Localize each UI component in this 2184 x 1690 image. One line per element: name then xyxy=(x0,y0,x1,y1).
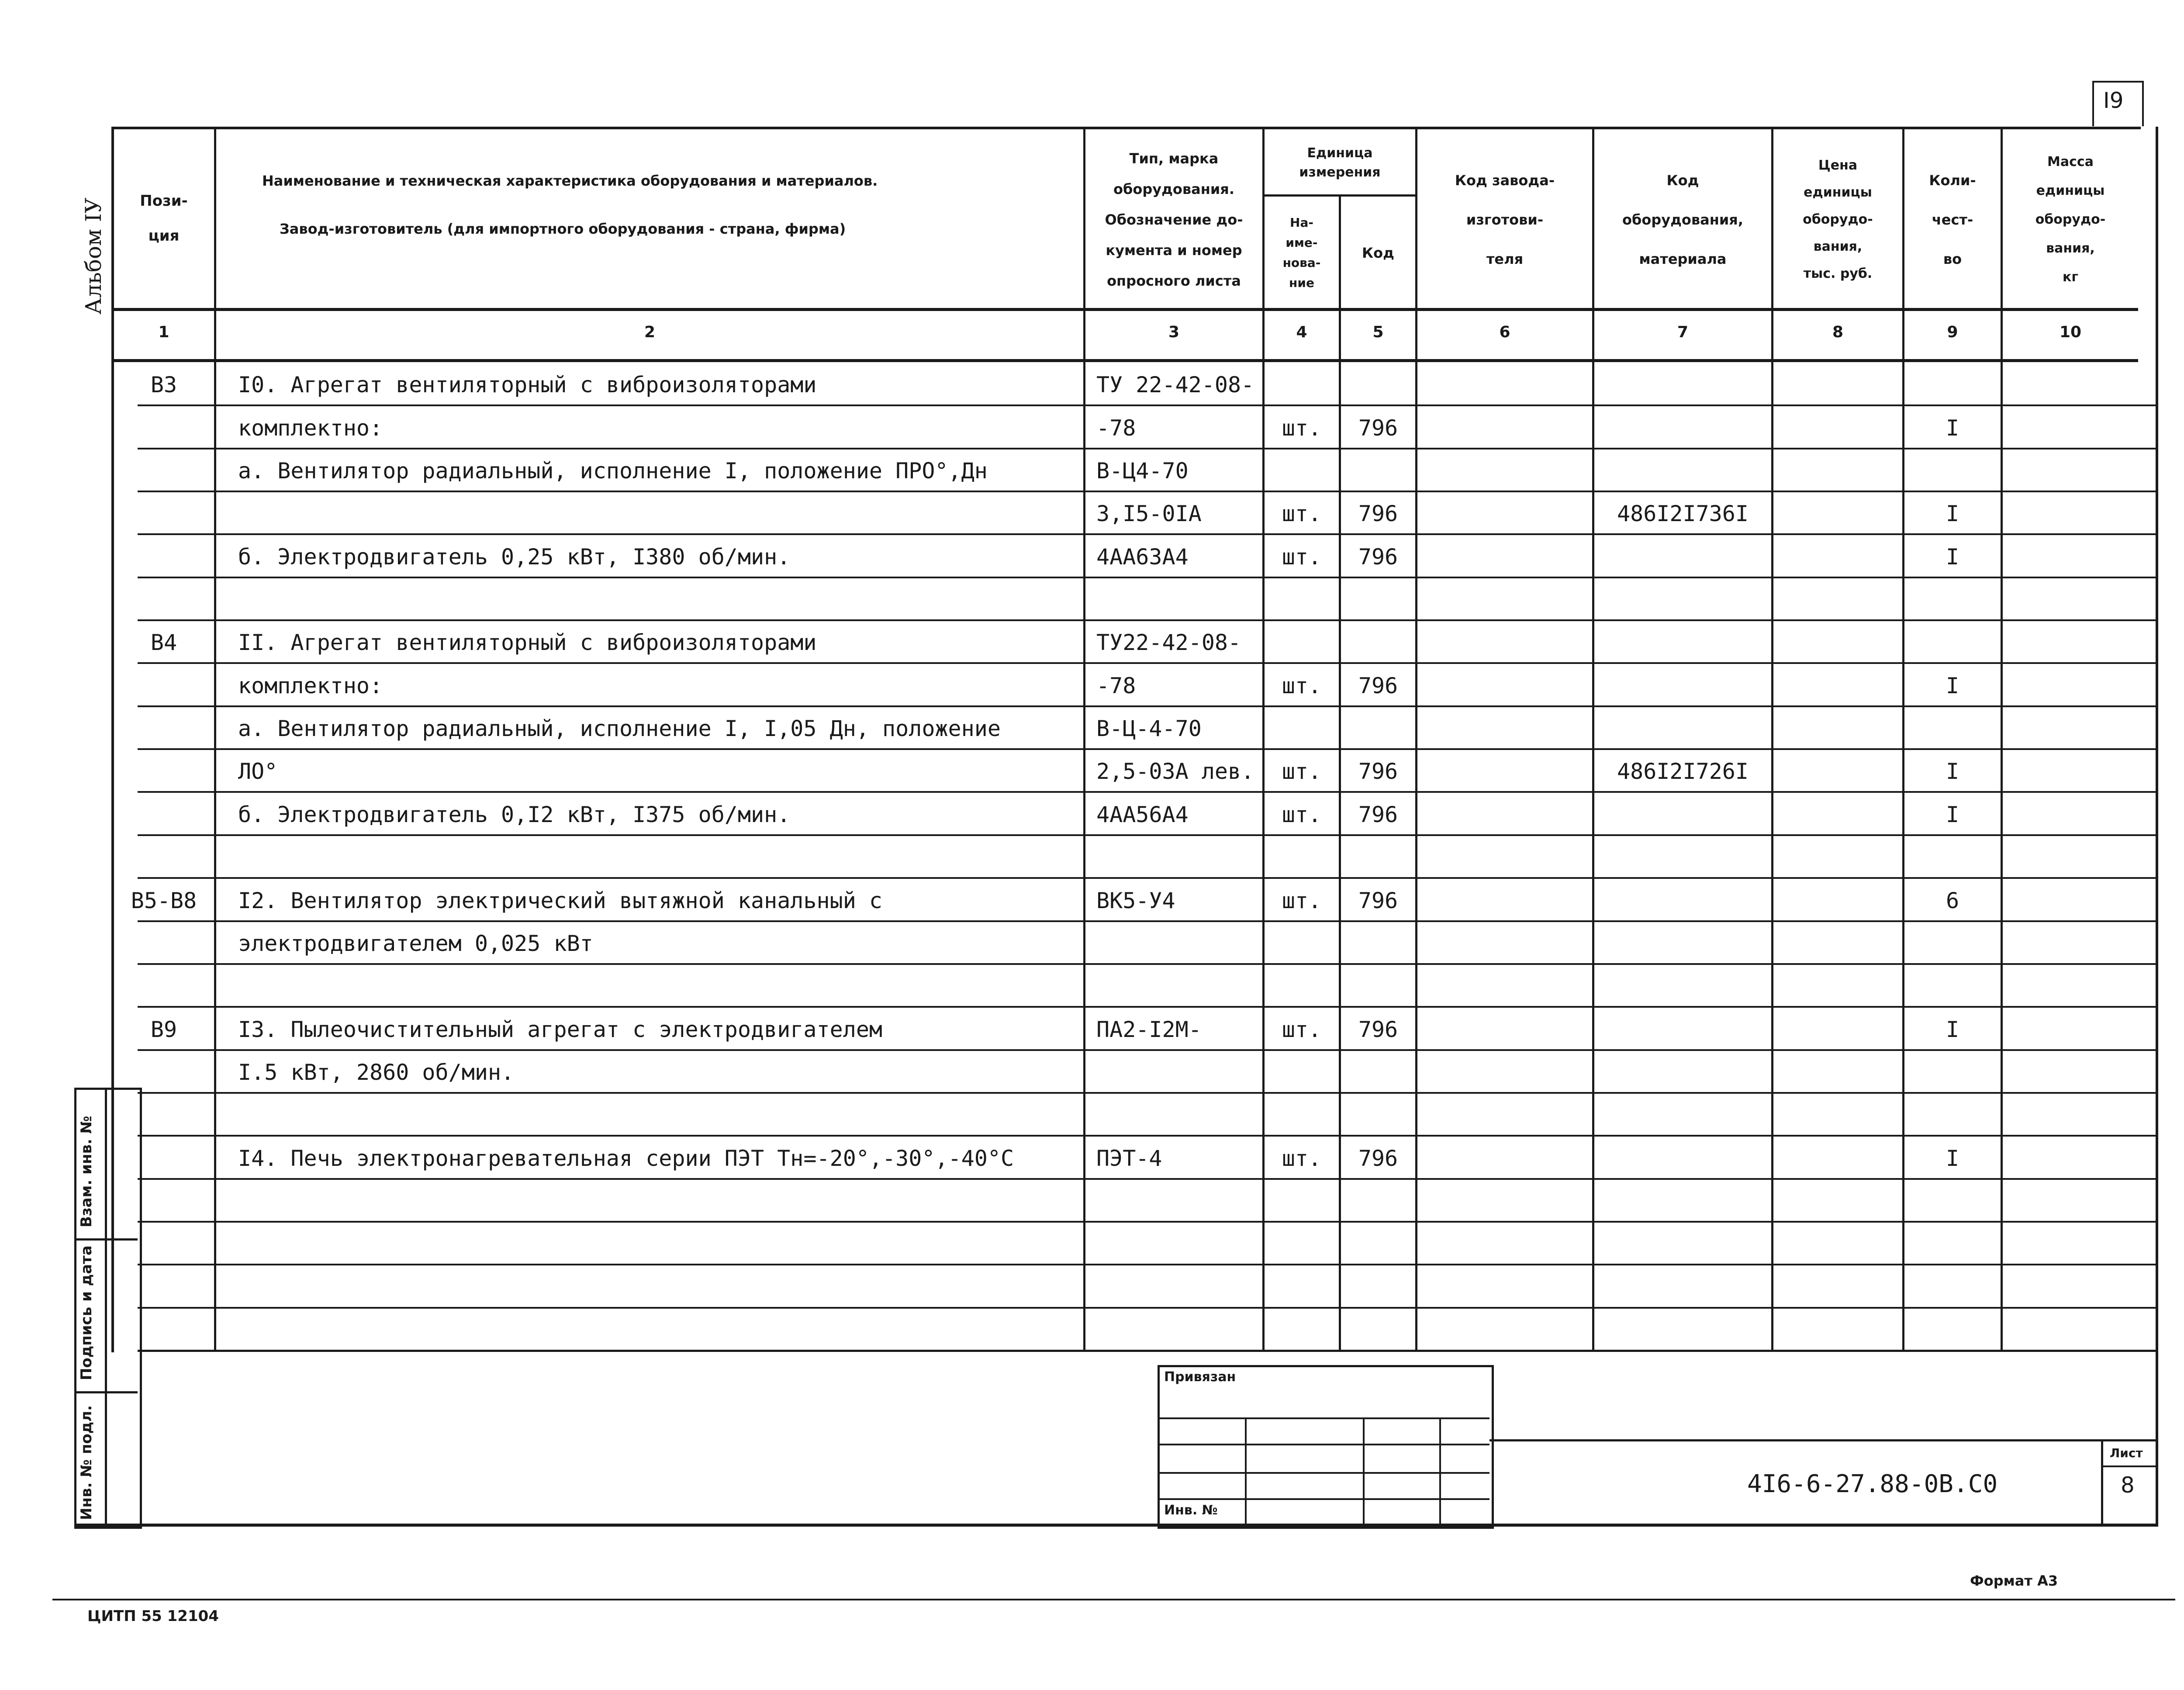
cell-equipment-code: 486I2I726I xyxy=(1617,759,1749,784)
row-line xyxy=(138,1178,2156,1180)
header-name-line1: Наименование и техническая характеристика оборудования и материалов. xyxy=(262,173,878,189)
row-line xyxy=(138,791,2156,793)
col-number-2: 2 xyxy=(644,323,656,341)
cell-name: I3. Пылеочистительный агрегат с электродвигателем xyxy=(238,1017,883,1042)
cell-unit-code: 796 xyxy=(1358,673,1398,698)
cell-unit: шт. xyxy=(1282,1017,1322,1042)
cell-unit-code: 796 xyxy=(1358,1017,1398,1042)
header-unit-group-text: Единица измерения xyxy=(1299,145,1381,180)
cell-position: В5-В8 xyxy=(131,888,197,913)
cell-unit-code: 796 xyxy=(1358,888,1398,913)
col-number-8: 8 xyxy=(1832,323,1844,341)
side-stamp-divider-1 xyxy=(74,1238,138,1241)
cell-type: ПА2-I2М- xyxy=(1096,1017,1202,1042)
cell-quantity: I xyxy=(1946,415,1959,441)
header-position xyxy=(114,131,214,306)
row-line xyxy=(138,662,2156,664)
row-line xyxy=(138,963,2156,965)
header-unit-group xyxy=(1265,131,1415,194)
header-manufacturer-code xyxy=(1417,131,1592,308)
header-type xyxy=(1085,131,1262,308)
cell-type: В-Ц-4-70 xyxy=(1096,716,1202,741)
cell-type: 4АА63А4 xyxy=(1096,544,1189,570)
binding-col-2 xyxy=(1363,1417,1365,1524)
row-line xyxy=(138,448,2156,449)
row-line xyxy=(138,920,2156,922)
cell-quantity: 6 xyxy=(1946,888,1959,913)
header-equipment-code-text: Код оборудования, материала xyxy=(1622,172,1743,267)
cell-equipment-code: 486I2I736I xyxy=(1617,501,1749,526)
header-position-text: Пози- ция xyxy=(140,192,188,245)
title-block-sheet-divider xyxy=(2101,1439,2103,1524)
side-stamp-divider-v xyxy=(105,1088,107,1524)
cell-name: I2. Вентилятор электрический вытяжной канальный с xyxy=(238,888,883,913)
col-line-5 xyxy=(1415,127,1417,1350)
cell-type: 3,I5-0IA xyxy=(1096,501,1202,526)
header-name-line2: Завод-изготовитель (для импортного оборудования - страна, фирма) xyxy=(280,221,846,237)
cell-name: б. Электродвигатель 0,I2 кВт, I375 об/мин. xyxy=(238,802,791,827)
cell-unit: шт. xyxy=(1282,888,1322,913)
cell-type: ПЭТ-4 xyxy=(1096,1146,1162,1171)
cell-type: ТУ22-42-08- xyxy=(1096,630,1241,655)
col-number-6: 6 xyxy=(1499,323,1510,341)
col-number-5: 5 xyxy=(1372,323,1384,341)
cell-quantity: I xyxy=(1946,1146,1959,1171)
row-line xyxy=(138,1221,2156,1223)
cell-quantity: I xyxy=(1946,759,1959,784)
row-line xyxy=(138,619,2156,621)
header-equipment-code xyxy=(1594,131,1771,308)
header-unit-code-text: Код xyxy=(1362,244,1394,261)
row-line xyxy=(138,1307,2156,1309)
cell-quantity: I xyxy=(1946,1017,1959,1042)
title-block-top xyxy=(1489,1439,2158,1441)
cell-quantity: I xyxy=(1946,802,1959,827)
col-number-7: 7 xyxy=(1677,323,1689,341)
header-bottom-line xyxy=(111,308,2138,311)
cell-unit-code: 796 xyxy=(1358,501,1398,526)
header-quantity-text: Коли- чест- во xyxy=(1929,172,1976,267)
binding-col-1 xyxy=(1245,1417,1247,1524)
cell-position: В9 xyxy=(150,1017,177,1042)
cell-name: ЛО° xyxy=(238,759,278,784)
col-number-9: 9 xyxy=(1947,323,1958,341)
header-quantity xyxy=(1904,131,2001,308)
row-line xyxy=(138,877,2156,879)
cell-type: -78 xyxy=(1096,415,1136,441)
row-line xyxy=(138,748,2156,750)
col-number-3: 3 xyxy=(1168,323,1180,341)
header-mass-text: Масса единицы оборудо- вания, кг xyxy=(2035,154,2106,285)
stamp-replace-inv: Взам. инв. № xyxy=(78,1116,95,1227)
binding-col-3 xyxy=(1439,1417,1441,1524)
cell-type: -78 xyxy=(1096,673,1136,698)
row-line xyxy=(138,533,2156,535)
cell-name: I0. Агрегат вентиляторный с виброизоляторами xyxy=(238,372,817,397)
footer-rule xyxy=(52,1599,2175,1600)
col-line-2 xyxy=(1083,127,1085,1350)
header-mass xyxy=(2003,131,2138,308)
cell-name: I4. Печь электронагревательная серии ПЭТ Тн=-20°,-30°,-40°С xyxy=(238,1146,1014,1171)
row-line xyxy=(138,705,2156,707)
cell-type: ТУ 22-42-08- xyxy=(1096,372,1254,397)
binding-inv-label: Инв. № xyxy=(1164,1503,1218,1518)
cell-unit: шт. xyxy=(1282,802,1322,827)
cell-unit-code: 796 xyxy=(1358,544,1398,570)
footer-left-text: ЦИТП 55 12104 xyxy=(87,1607,219,1625)
header-unit-name-text: На- име- нова- ние xyxy=(1282,215,1321,290)
cell-name: II. Агрегат вентиляторный с виброизоляторами xyxy=(238,630,817,655)
cell-unit: шт. xyxy=(1282,759,1322,784)
header-manufacturer-code-text: Код завода- изготови- теля xyxy=(1455,172,1555,267)
cell-type: 4АА56А4 xyxy=(1096,802,1189,827)
colnum-bottom-line xyxy=(111,359,2138,362)
header-type-text: Тип, марка оборудования. Обозначение до- кумента и номер опросного листа xyxy=(1105,150,1243,289)
row-line xyxy=(138,1135,2156,1137)
album-label: Альбом IУ xyxy=(81,197,106,314)
col-number-10: 10 xyxy=(2059,323,2082,341)
side-stamp-divider-2 xyxy=(74,1391,138,1393)
cell-unit: шт. xyxy=(1282,1146,1322,1171)
cell-unit-code: 796 xyxy=(1358,802,1398,827)
binding-label: Привязан xyxy=(1164,1369,1236,1385)
header-unit-name xyxy=(1265,197,1339,308)
sheet-number-top: I9 xyxy=(2103,88,2124,113)
col-number-4: 4 xyxy=(1296,323,1307,341)
row-line xyxy=(138,1049,2156,1051)
cell-name: б. Электродвигатель 0,25 кВт, I380 об/мин. xyxy=(238,544,791,570)
row-line xyxy=(138,577,2156,578)
header-unit-code xyxy=(1341,197,1415,308)
stamp-signature-date: Подпись и дата xyxy=(78,1245,95,1380)
col-line-7 xyxy=(1771,127,1773,1350)
cell-type: В-Ц4-70 xyxy=(1096,458,1189,484)
cell-position: В3 xyxy=(150,372,177,397)
cell-unit-code: 796 xyxy=(1358,759,1398,784)
footer-format: Формат А3 xyxy=(1970,1572,2058,1589)
document-code: 4I6-6-27.88-0В.С0 xyxy=(1747,1470,1998,1498)
cell-unit-code: 796 xyxy=(1358,415,1398,441)
stamp-inv-original: Инв. № подл. xyxy=(78,1405,95,1520)
cell-name: комплектно: xyxy=(238,673,383,698)
row-line xyxy=(138,1092,2156,1094)
cell-unit: шт. xyxy=(1282,673,1322,698)
col-number-1: 1 xyxy=(158,323,169,341)
cell-unit: шт. xyxy=(1282,415,1322,441)
row-line xyxy=(138,1006,2156,1008)
row-line xyxy=(138,404,2156,406)
cell-name: комплектно: xyxy=(238,415,383,441)
cell-type: ВК5-У4 xyxy=(1096,888,1175,913)
cell-type: 2,5-03А лев. xyxy=(1096,759,1254,784)
cell-quantity: I xyxy=(1946,501,1959,526)
cell-name: а. Вентилятор радиальный, исполнение I, I,05 Дн, положение xyxy=(238,716,1001,741)
bottom-frame-bottom xyxy=(74,1524,2158,1527)
header-price xyxy=(1773,131,1902,308)
row-line xyxy=(138,491,2156,492)
cell-name: I.5 кВт, 2860 об/мин. xyxy=(238,1060,515,1085)
cell-quantity: I xyxy=(1946,673,1959,698)
col-line-1 xyxy=(214,127,216,1350)
bottom-frame-right xyxy=(2156,127,2158,1527)
cell-unit: шт. xyxy=(1282,501,1322,526)
cell-quantity: I xyxy=(1946,544,1959,570)
cell-unit-code: 796 xyxy=(1358,1146,1398,1171)
row-line xyxy=(138,834,2156,836)
col-line-6 xyxy=(1592,127,1594,1350)
row-line xyxy=(138,1264,2156,1265)
cell-unit: шт. xyxy=(1282,544,1322,570)
cell-name: а. Вентилятор радиальный, исполнение I, положение ПРО°,Дн xyxy=(238,458,988,484)
cell-position: В4 xyxy=(150,630,177,655)
sheet-label: Лист xyxy=(2110,1446,2143,1460)
header-price-text: Цена единицы оборудо- вания, тыс. руб. xyxy=(1803,157,1873,281)
bottom-frame-top xyxy=(138,1350,2158,1352)
title-block-sheet-label-line xyxy=(2101,1465,2158,1467)
sheet-number: 8 xyxy=(2121,1472,2135,1498)
cell-name: электродвигателем 0,025 кВт xyxy=(238,931,593,956)
col-line-9 xyxy=(2001,127,2003,1350)
